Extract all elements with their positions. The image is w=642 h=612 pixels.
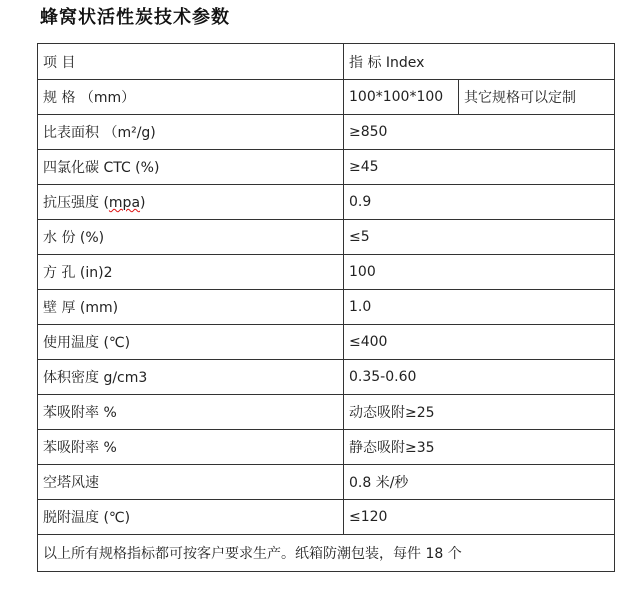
row-value: 0.8 米/秒 [344,465,615,500]
row-value: ≤120 [344,500,615,535]
row-value: 0.35-0.60 [344,360,615,395]
table-row [38,290,615,325]
row-label [38,185,344,220]
spellcheck-underline: mpa [108,195,141,211]
row-label: 方 孔 (in)2 [38,255,344,290]
table-row [38,185,615,220]
table-row [38,500,615,535]
header-item: 项 目 [38,44,344,80]
row-note: 其它规格可以定制 [459,80,615,115]
table-row [38,465,615,500]
table-footer-row [38,535,615,572]
row-label: 苯吸附率 % [38,395,344,430]
row-value: 静态吸附≥35 [344,430,615,465]
row-label [38,115,344,150]
row-value: 动态吸附≥25 [344,395,615,430]
row-value: 0.9 [344,185,615,220]
row-value: 100*100*100 [344,80,459,115]
table-row [38,430,615,465]
table-row [38,325,615,360]
row-value: ≥850 [344,115,615,150]
row-label: 脱附温度 (℃) [38,500,344,535]
row-label: 使用温度 (℃) [38,325,344,360]
row-label-text: 比表面积 （m²/g) [43,125,156,141]
row-value: 1.0 [344,290,615,325]
row-value: 100 [344,255,615,290]
row-label: 规 格 （mm） [38,80,344,115]
row-value: ≤5 [344,220,615,255]
row-label: 苯吸附率 % [38,430,344,465]
table-row [38,360,615,395]
table-row [38,80,615,115]
page-title: 蜂窝状活性炭技术参数 [40,7,230,28]
row-value: ≤400 [344,325,615,360]
table-row [38,395,615,430]
row-label: 四氯化碳 CTC (%) [38,150,344,185]
row-label: 空塔风速 [38,465,344,500]
table-row [38,220,615,255]
table-header-row [38,44,615,80]
row-label: 水 份 (%) [38,220,344,255]
table-row [38,255,615,290]
table-row [38,150,615,185]
row-value: ≥45 [344,150,615,185]
footer-note: 以上所有规格指标都可按客户要求生产。纸箱防潮包装，每件 18 个 [38,535,615,572]
row-label: 壁 厚 (mm) [38,290,344,325]
row-label: 体积密度 g/cm3 [38,360,344,395]
spec-table [37,43,615,572]
row-label-text: 抗压强度 (mpa) [43,195,146,211]
table-row [38,115,615,150]
header-index: 指 标 Index [344,44,615,80]
